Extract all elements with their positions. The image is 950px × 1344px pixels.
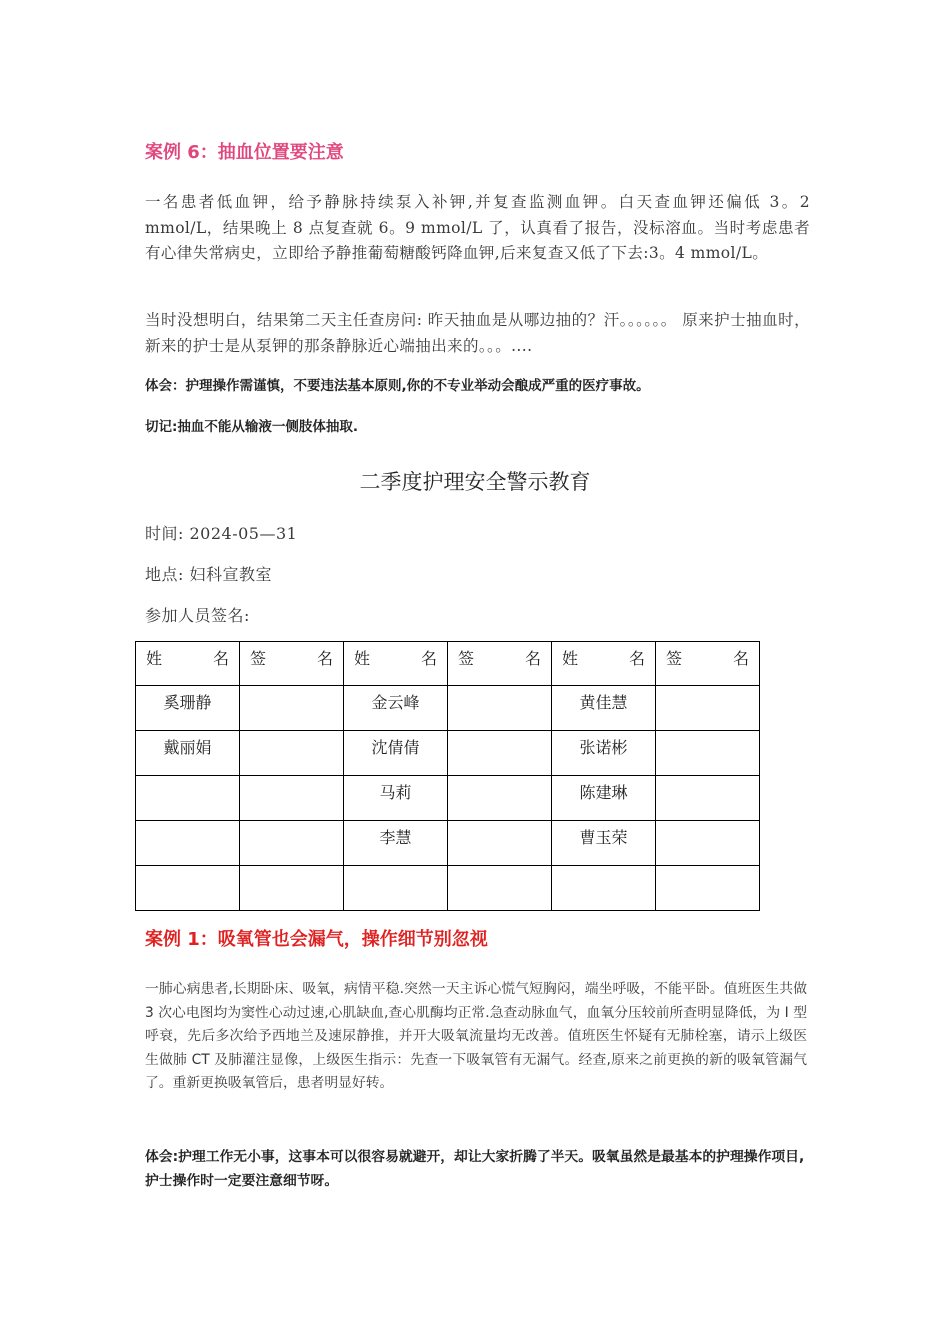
signature-cell — [448, 866, 552, 911]
signature-cell — [240, 776, 344, 821]
signature-cell — [240, 731, 344, 776]
case1-title: 案例 1：吸氧管也会漏气，操作细节别忽视 — [145, 929, 488, 950]
name-cell — [344, 866, 448, 911]
name-cell: 沈倩倩 — [344, 731, 448, 776]
signature-cell — [240, 821, 344, 866]
attendees-label: 参加人员签名: — [145, 606, 250, 625]
name-cell: 金云峰 — [344, 686, 448, 731]
name-cell — [136, 866, 240, 911]
name-cell — [136, 821, 240, 866]
header-sign-cell: 签 名 — [240, 642, 344, 686]
case6-remember-note: 切记:抽血不能从输液一侧肢体抽取. — [145, 419, 359, 435]
signature-cell — [656, 731, 760, 776]
signature-cell — [656, 686, 760, 731]
table-row — [136, 686, 760, 731]
signature-cell — [448, 821, 552, 866]
sign-in-table — [135, 641, 760, 911]
name-cell: 李慧 — [344, 821, 448, 866]
header-name-cell: 姓 名 — [344, 642, 448, 686]
name-cell: 黄佳慧 — [552, 686, 656, 731]
signature-cell — [448, 731, 552, 776]
name-cell — [552, 866, 656, 911]
case1-paragraph: 一肺心病患者,长期卧床、吸氧，病情平稳.突然一天主诉心慌气短胸闷，端坐呼吸，不能平卧。值班医生共做 3 次心电图均为窦性心动过速,心肌缺血,查心肌酶均正常.急查动脉血气，血氧分压较前所查明显降低，为 Ⅰ 型呼衰，先后多次给予西地兰及速尿静推，并开大吸氧流量均无改善。值班医生怀疑有无肺栓塞，请示上级医生做肺 CT 及肺灌注显像，上级医生指示：先查一下吸氧管有无漏气。经查,原来之前更换的新的吸氧管漏气了。重新更换吸氧管后，患者明显好转。 — [145, 981, 807, 1092]
header-name-cell: 姓 名 — [552, 642, 656, 686]
case6-reflection: 体会：护理操作需谨慎，不要违法基本原则,你的不专业举动会酿成严重的医疗事故。 — [145, 378, 650, 394]
meeting-title: 二季度护理安全警示教育 — [359, 470, 591, 494]
name-cell: 奚珊静 — [136, 686, 240, 731]
signature-cell — [656, 776, 760, 821]
table-header-row — [136, 642, 760, 686]
header-sign-cell: 签 名 — [656, 642, 760, 686]
table-row — [136, 821, 760, 866]
signature-cell — [656, 821, 760, 866]
case1-reflection: 体会:护理工作无小事，这事本可以很容易就避开，却让大家折腾了半天。吸氧虽然是最基本的护理操作项目,护士操作时一定要注意细节呀。 — [145, 1149, 805, 1189]
name-cell — [136, 776, 240, 821]
table-row — [136, 776, 760, 821]
signature-cell — [448, 776, 552, 821]
case6-paragraph-1: 一名患者低血钾，给予静脉持续泵入补钾,并复查监测血钾。白天查血钾还偏低 3。2 mmol/L，结果晚上 8 点复查就 6。9 mmol/L 了，认真看了报告，没标溶血。当时考虑患者有心律失常病史，立即给予静推葡萄糖酸钙降血钾,后来复查又低了下去:3。4 mmol/L。 — [145, 193, 810, 262]
name-cell: 陈建琳 — [552, 776, 656, 821]
signature-cell — [448, 686, 552, 731]
meeting-place: 地点: 妇科宣教室 — [145, 565, 272, 584]
name-cell: 马莉 — [344, 776, 448, 821]
name-cell: 张诺彬 — [552, 731, 656, 776]
signature-cell — [656, 866, 760, 911]
signature-cell — [240, 866, 344, 911]
name-cell: 曹玉荣 — [552, 821, 656, 866]
table-row — [136, 866, 760, 911]
header-name-cell: 姓 名 — [136, 642, 240, 686]
meeting-time: 时间: 2024-05—31 — [145, 524, 298, 543]
name-cell: 戴丽娟 — [136, 731, 240, 776]
case6-paragraph-2: 当时没想明白，结果第二天主任查房问: 昨天抽血是从哪边抽的？汗。。。。。。 原来护士抽血时，新来的护士是从泵钾的那条静脉近心端抽出来的。。。.... — [145, 311, 810, 355]
table-row — [136, 731, 760, 776]
signature-cell — [240, 686, 344, 731]
header-sign-cell: 签 名 — [448, 642, 552, 686]
case6-title: 案例 6：抽血位置要注意 — [145, 142, 344, 163]
